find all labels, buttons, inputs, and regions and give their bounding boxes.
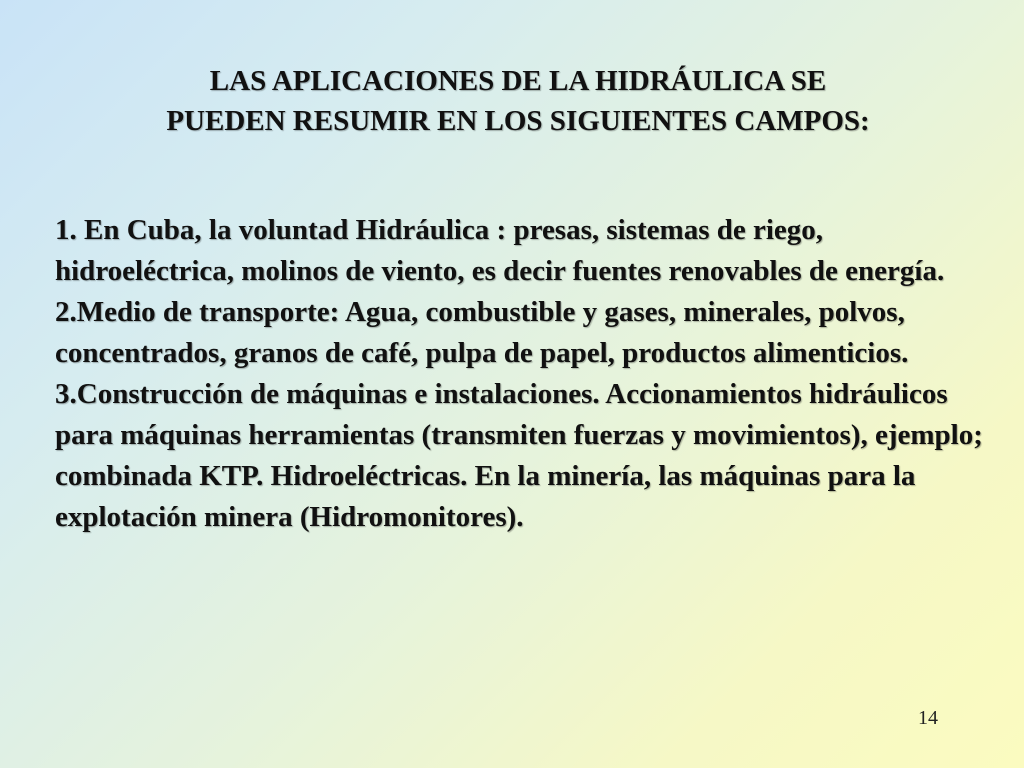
slide-title-line-1: LAS APLICACIONES DE LA HIDRÁULICA SE xyxy=(209,65,827,97)
slide-body xyxy=(55,210,995,538)
list-item-2: 2.Medio de transporte: Agua, combustible y gases, minerales, polvos, concentrados, granos de café, pulpa de papel, productos alimenticios. xyxy=(55,296,909,369)
page-number: 14 xyxy=(918,707,938,729)
list-item-1: 1. En Cuba, la voluntad Hidráulica : presas, sistemas de riego, hidroeléctrica, molinos de viento, es decir fuentes renovables de energía. xyxy=(55,214,945,287)
list-item-3: 3.Construcción de máquinas e instalaciones. Accionamientos hidráulicos para máquinas herramientas (transmiten fuerzas y movimientos), ejemplo; combinada KTP. Hidroeléctricas. En la minería, las máquinas para la explotación minera (Hidromonitores). xyxy=(55,378,983,533)
slide-title xyxy=(60,61,976,141)
slide-title-line-2: PUEDEN RESUMIR EN LOS SIGUIENTES CAMPOS: xyxy=(166,105,870,137)
